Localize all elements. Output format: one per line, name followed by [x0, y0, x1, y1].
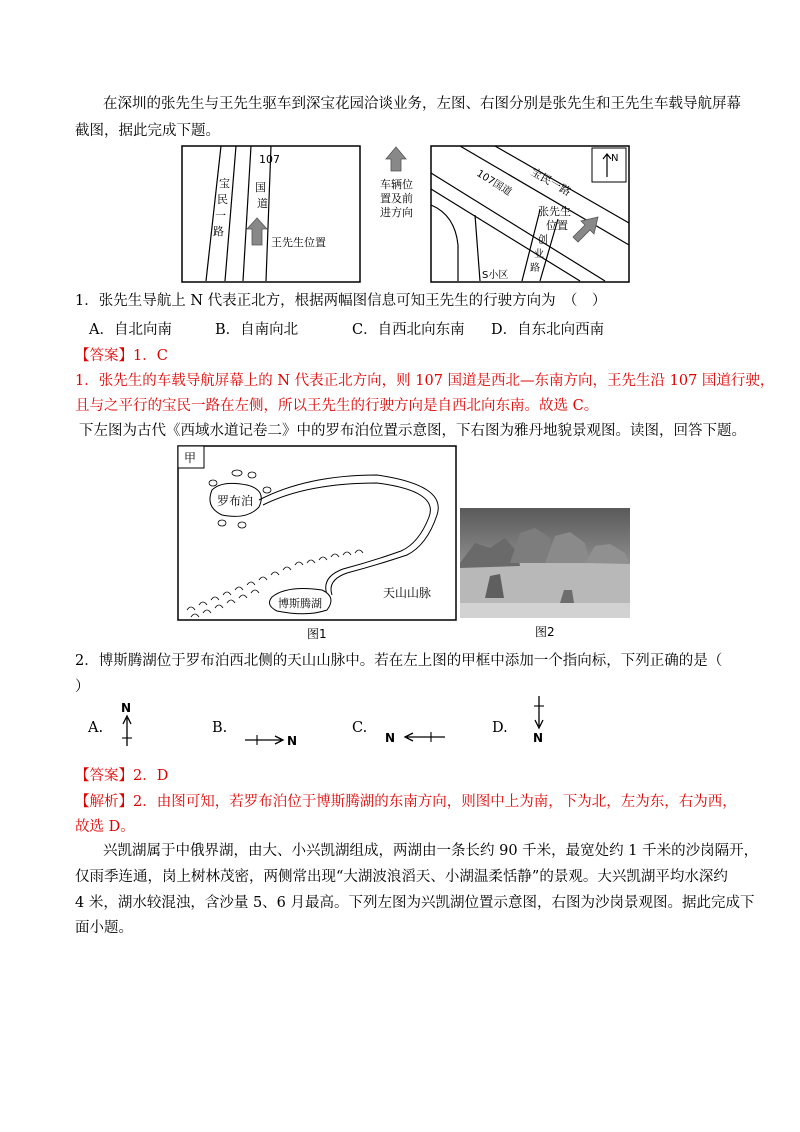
- a1-explanation-1: 1．张先生的车载导航屏幕上的 N 代表正北方向，则 107 国道是西北—东南方向，王先生沿 107 国道行驶，: [75, 373, 775, 389]
- figure2-yardang-photo: [460, 508, 630, 647]
- fig1-caption: 图1: [307, 627, 327, 641]
- bosi-label: 博斯腾湖: [278, 597, 322, 610]
- q2-option-b-compass: [243, 730, 305, 754]
- intro3-line2: 仅雨季连通，岗上树林茂密，两侧常出现“大湖波浪滔天、小湖温柔恬静”的景观。大兴凯湖平均水深约: [75, 869, 728, 885]
- s-xiaoqu-label: S小区: [482, 270, 509, 281]
- right-baomin-label: 宝民一路: [528, 165, 574, 199]
- q2-option-d-label: D.: [492, 720, 508, 736]
- a2-explanation-1: 【解析】2．由图可知，若罗布泊位于博斯腾湖的东南方向，则图中上为南，下为北，左为东，右为西，: [75, 794, 737, 810]
- luobupo-label: 罗布泊: [217, 494, 254, 508]
- q2-option-a-label: A.: [88, 720, 104, 736]
- jia-box-label: 甲: [184, 451, 197, 465]
- q2-option-d-compass: [527, 694, 551, 748]
- q2-option-c-compass: [383, 727, 449, 751]
- zhang-label-2: 位置: [546, 219, 568, 232]
- q2-stem-2: ）: [75, 679, 90, 695]
- q1-option-b: B．自南向北: [215, 322, 299, 338]
- intro1-line2: 截图，据此完成下题。: [75, 123, 220, 139]
- right-navigation-map: [430, 145, 630, 287]
- zhang-label-1: 张先生: [538, 205, 571, 218]
- intro1-line1: 在深圳的张先生与王先生驱车到深宝花园洽谈业务，左图、右图分别是张先生和王先生车载导航屏幕: [103, 96, 741, 112]
- figure1-luobupo-map: [177, 445, 459, 649]
- left-road-107-label: 107: [259, 153, 280, 166]
- q2-c-north: N: [385, 731, 396, 745]
- q2-stem-1: 2．博斯腾湖位于罗布泊西北侧的天山山脉中。若在左上图的甲框中添加一个指向标，下列正确的是（: [75, 653, 723, 669]
- left-baomin-4: 路: [213, 225, 224, 238]
- left-baomin-3: 一: [215, 209, 226, 222]
- intro3-line4: 面小题。: [75, 920, 133, 936]
- chuangye-2: 业: [534, 249, 544, 260]
- q2-d-north: N: [533, 731, 544, 744]
- q2-option-c-label: C.: [352, 720, 368, 736]
- wang-position-label: 王先生位置: [271, 236, 326, 249]
- a2-answer: 【答案】2．D: [75, 768, 169, 784]
- tianshan-label: 天山山脉: [383, 586, 432, 600]
- fig2-caption: 图2: [535, 625, 555, 639]
- left-road-107-b: 国: [255, 181, 266, 194]
- right-north-label: N: [611, 153, 619, 164]
- chuangye-3: 路: [530, 263, 540, 274]
- a2-explanation-2: 故选 D。: [75, 819, 135, 835]
- a1-answer: 【答案】1．C: [75, 348, 168, 364]
- legend-line-2: 置及前: [380, 192, 413, 205]
- chuangye-1: 创: [538, 235, 548, 246]
- a1-explanation-2: 且与之平行的宝民一路在左侧，所以王先生的行驶方向是自西北向东南。故选 C。: [75, 398, 599, 414]
- q2-a-north: N: [121, 701, 132, 715]
- intro3-line1: 兴凯湖属于中俄界湖，由大、小兴凯湖组成，两湖由一条长约 90 千米，最宽处约 1 千米的沙岗隔开，: [103, 843, 759, 859]
- left-baomin-1: 宝: [219, 177, 230, 190]
- left-navigation-map: [181, 145, 361, 287]
- q2-option-b-label: B.: [212, 720, 228, 736]
- q1-option-c: C．自西北向东南: [352, 322, 465, 338]
- q1-option-d: D．自东北向西南: [491, 322, 605, 338]
- intro3-line3: 4 米，湖水较混浊，含沙量 5、6 月最高。下列左图为兴凯湖位置示意图，右图为沙岗景观图。据此完成下: [75, 895, 755, 911]
- q1-option-a: A．自北向南: [89, 322, 172, 338]
- legend-line-1: 车辆位: [380, 178, 413, 191]
- right-road-107-label: 107国道: [474, 168, 514, 199]
- left-road-107-c: 道: [257, 197, 268, 210]
- left-baomin-2: 民: [217, 193, 228, 206]
- legend-line-3: 进方向: [380, 206, 413, 219]
- q1-stem: 1．张先生导航上 N 代表正北方，根据两幅图信息可知王先生的行驶方向为 （ ）: [75, 293, 607, 309]
- vehicle-arrow-legend: [378, 145, 422, 229]
- intro2: 下左图为古代《西域水道记卷二》中的罗布泊位置示意图，下右图为雅丹地貌景观图。读图，回答下题。: [79, 423, 746, 439]
- q2-option-a-compass: [115, 700, 139, 754]
- q2-b-north: N: [287, 734, 298, 748]
